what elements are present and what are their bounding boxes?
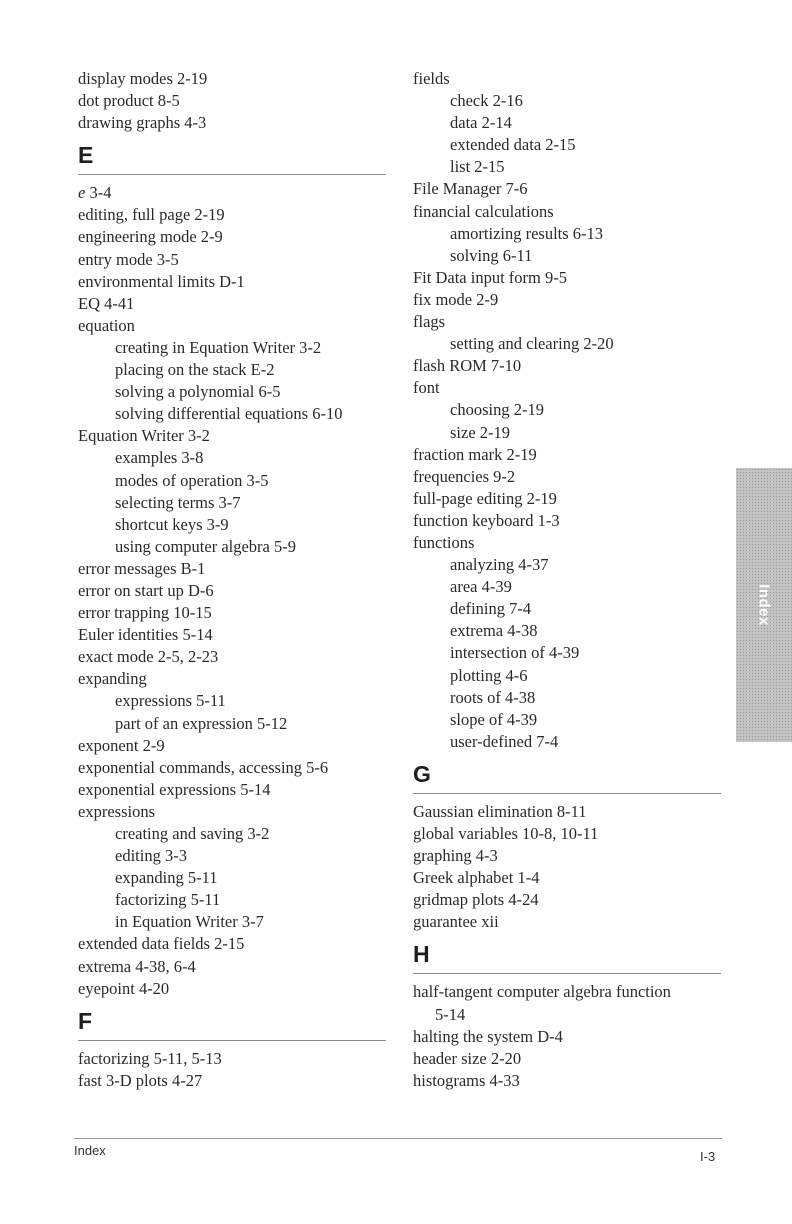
index-entry: header size 2-20: [413, 1048, 522, 1068]
section-letter-h: H: [413, 941, 721, 974]
section-letter-g: G: [413, 761, 721, 794]
index-subentry: extended data 2-15: [450, 135, 576, 155]
index-subentry: part of an expression 5-12: [115, 713, 288, 733]
index-entry: extended data fields 2-15: [78, 934, 245, 954]
index-entry: graphing 4-3: [413, 846, 498, 866]
index-subentry: data 2-14: [450, 113, 512, 133]
index-entry: Equation Writer 3-2: [78, 426, 210, 446]
entry-text: half-tangent computer algebra function: [413, 982, 671, 1002]
index-entry: factorizing 5-11, 5-13: [78, 1048, 222, 1068]
index-entry: guarantee xii: [413, 912, 499, 932]
index-entry: display modes 2-19: [78, 69, 208, 88]
index-subentry: shortcut keys 3-9: [115, 514, 229, 534]
index-entry: exponential expressions 5-14: [78, 779, 271, 799]
index-entry: fix mode 2-9: [413, 289, 499, 309]
footer-rule: [74, 1138, 722, 1139]
index-subentry: list 2-15: [450, 157, 505, 177]
index-subentry: extrema 4-38: [450, 621, 538, 641]
index-entry: Euler identities 5-14: [78, 625, 213, 645]
index-subentry: factorizing 5-11: [115, 890, 221, 910]
index-entry: global variables 10-8, 10-11: [413, 824, 599, 843]
index-subentry: editing 3-3: [115, 846, 187, 866]
index-subentry: roots of 4-38: [450, 687, 536, 707]
index-entry: EQ 4-41: [78, 293, 135, 313]
index-subentry: solving 6-11: [450, 245, 533, 265]
index-subentry: defining 7-4: [450, 599, 532, 619]
index-entry: entry mode 3-5: [78, 249, 179, 269]
section-letter-f: F: [78, 1008, 386, 1041]
index-entry: halting the system D-4: [413, 1026, 563, 1046]
index-subentry: modes of operation 3-5: [115, 470, 269, 490]
thumb-tab-label: Index: [755, 584, 773, 626]
index-entry: [78, 182, 388, 204]
index-subentry: creating in Equation Writer 3-2: [115, 337, 322, 357]
index-column-left: [78, 68, 388, 1092]
index-subentry: user-defined 7-4: [450, 731, 559, 751]
index-subentry: creating and saving 3-2: [115, 824, 270, 843]
index-entry: financial calculations: [413, 201, 554, 221]
index-subentry: check 2-16: [450, 91, 523, 111]
page-number: I-3: [700, 1149, 716, 1164]
index-entry: expanding: [78, 669, 147, 689]
index-entry: flags: [413, 312, 446, 332]
index-subentry: amortizing results 6-13: [450, 223, 604, 243]
index-entry: fraction mark 2-19: [413, 444, 537, 464]
index-column-right: [413, 68, 723, 1092]
index-subentry: examples 3-8: [115, 448, 204, 468]
index-subentry: expressions 5-11: [115, 691, 226, 711]
index-entry: Greek alphabet 1-4: [413, 868, 540, 888]
index-entry: extrema 4-38, 6-4: [78, 956, 196, 976]
index-entry: expressions: [78, 801, 155, 821]
index-entry: equation: [78, 315, 135, 335]
index-entry: error on start up D-6: [78, 580, 214, 600]
section-letter-e: E: [78, 142, 386, 175]
index-entry: exponential commands, accessing 5-6: [78, 757, 329, 777]
index-entry: flash ROM 7-10: [413, 356, 522, 376]
index-subentry: solving differential equations 6-10: [115, 404, 343, 424]
index-entry: eyepoint 4-20: [78, 978, 170, 998]
index-subentry: in Equation Writer 3-7: [115, 912, 264, 932]
footer-section-name: Index: [74, 1143, 106, 1158]
index-entry: functions: [413, 532, 475, 552]
index-thumb-tab: [736, 468, 792, 742]
index-entry: [413, 981, 723, 1025]
index-entry: gridmap plots 4-24: [413, 890, 539, 910]
index-subentry: using computer algebra 5-9: [115, 536, 296, 556]
index-subentry: placing on the stack E-2: [115, 360, 275, 380]
index-entry: fields: [413, 69, 450, 88]
index-entry: frequencies 9-2: [413, 466, 516, 486]
index-entry: editing, full page 2-19: [78, 205, 225, 225]
index-entry: File Manager 7-6: [413, 179, 528, 199]
entry-continuation: 5-14: [435, 1004, 466, 1024]
index-subentry: analyzing 4-37: [450, 555, 549, 575]
index-entry: font: [413, 378, 440, 398]
index-subentry: selecting terms 3-7: [115, 492, 241, 512]
index-entry: error messages B-1: [78, 558, 206, 578]
index-subentry: area 4-39: [450, 577, 512, 597]
index-entry: environmental limits D-1: [78, 271, 245, 291]
index-entry: drawing graphs 4-3: [78, 113, 207, 133]
index-entry: full-page editing 2-19: [413, 488, 557, 508]
index-entry: engineering mode 2-9: [78, 227, 223, 247]
index-subentry: plotting 4-6: [450, 665, 528, 685]
index-subentry: solving a polynomial 6-5: [115, 382, 281, 402]
index-entry: exponent 2-9: [78, 735, 165, 755]
index-subentry: expanding 5-11: [115, 868, 218, 888]
index-entry: dot product 8-5: [78, 91, 180, 111]
index-entry: function keyboard 1-3: [413, 510, 560, 530]
index-subentry: setting and clearing 2-20: [450, 334, 614, 354]
page-ref: 3-4: [85, 183, 112, 203]
index-entry: fast 3-D plots 4-27: [78, 1070, 203, 1090]
index-entry: error trapping 10-15: [78, 603, 212, 623]
index-entry: histograms 4-33: [413, 1070, 520, 1090]
index-entry: Fit Data input form 9-5: [413, 267, 567, 287]
italic-term: e: [78, 183, 86, 203]
index-entry: Gaussian elimination 8-11: [413, 801, 587, 821]
index-subentry: slope of 4-39: [450, 709, 538, 729]
index-subentry: size 2-19: [450, 422, 511, 442]
index-subentry: intersection of 4-39: [450, 643, 580, 663]
index-subentry: choosing 2-19: [450, 400, 544, 420]
index-entry: exact mode 2-5, 2-23: [78, 647, 219, 667]
